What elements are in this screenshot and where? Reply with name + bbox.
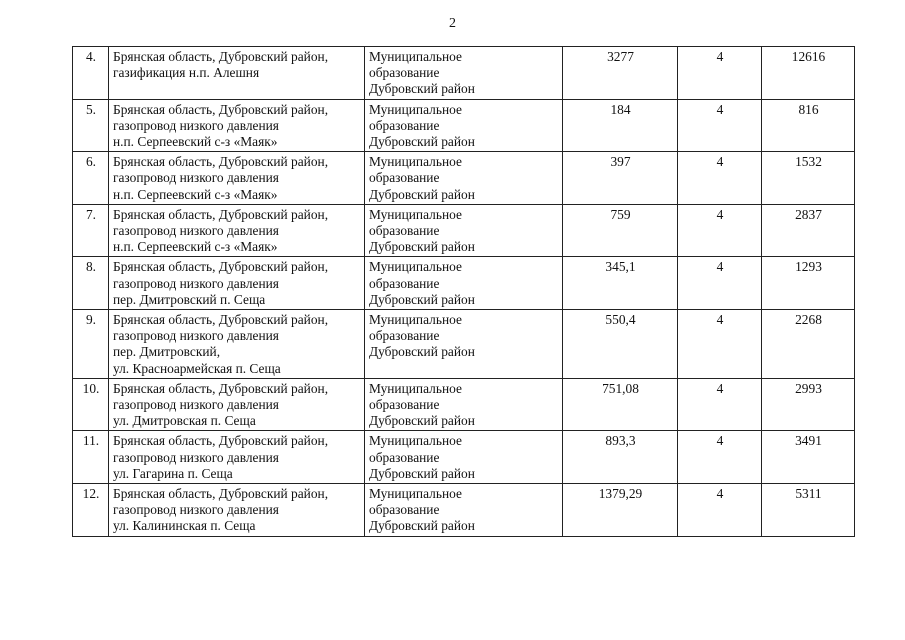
object-address: Брянская область, Дубровский район, газопровод низкого давления ул. Гагарина п. Сеща	[109, 431, 365, 484]
owner: Муниципальное образование Дубровский район	[365, 204, 563, 257]
table-row	[73, 431, 855, 484]
category-value: 4	[678, 257, 762, 310]
row-number: 10.	[73, 378, 109, 431]
row-number: 7.	[73, 204, 109, 257]
row-number: 5.	[73, 99, 109, 152]
table-row	[73, 310, 855, 379]
object-address: Брянская область, Дубровский район, газопровод низкого давления н.п. Серпеевский с-з «Маяк»	[109, 204, 365, 257]
owner: Муниципальное образование Дубровский район	[365, 99, 563, 152]
registry-table	[72, 46, 855, 537]
table-row	[73, 204, 855, 257]
length-value: 893,3	[563, 431, 678, 484]
object-address: Брянская область, Дубровский район, газопровод низкого давления пер. Дмитровский, ул. Красноармейская п. Сеща	[109, 310, 365, 379]
object-address: Брянская область, Дубровский район, газопровод низкого давления ул. Калининская п. Сеща	[109, 484, 365, 537]
row-number: 9.	[73, 310, 109, 379]
length-value: 550,4	[563, 310, 678, 379]
row-number: 12.	[73, 484, 109, 537]
object-address: Брянская область, Дубровский район, газопровод низкого давления пер. Дмитровский п. Сеща	[109, 257, 365, 310]
category-value: 4	[678, 152, 762, 205]
category-value: 4	[678, 204, 762, 257]
table-row	[73, 378, 855, 431]
row-number: 8.	[73, 257, 109, 310]
amount-value: 12616	[762, 47, 855, 100]
owner: Муниципальное образование Дубровский район	[365, 378, 563, 431]
category-value: 4	[678, 378, 762, 431]
object-address: Брянская область, Дубровский район, газопровод низкого давления н.п. Серпеевский с-з «Маяк»	[109, 99, 365, 152]
table-row	[73, 152, 855, 205]
table-row	[73, 484, 855, 537]
amount-value: 816	[762, 99, 855, 152]
row-number: 6.	[73, 152, 109, 205]
category-value: 4	[678, 484, 762, 537]
amount-value: 1532	[762, 152, 855, 205]
amount-value: 5311	[762, 484, 855, 537]
amount-value: 2837	[762, 204, 855, 257]
object-address: Брянская область, Дубровский район, газопровод низкого давления н.п. Серпеевский с-з «Маяк»	[109, 152, 365, 205]
length-value: 759	[563, 204, 678, 257]
length-value: 3277	[563, 47, 678, 100]
row-number: 4.	[73, 47, 109, 100]
object-address: Брянская область, Дубровский район, газопровод низкого давления ул. Дмитровская п. Сеща	[109, 378, 365, 431]
row-number: 11.	[73, 431, 109, 484]
length-value: 1379,29	[563, 484, 678, 537]
category-value: 4	[678, 310, 762, 379]
length-value: 345,1	[563, 257, 678, 310]
owner: Муниципальное образование Дубровский район	[365, 152, 563, 205]
amount-value: 2268	[762, 310, 855, 379]
table-row	[73, 99, 855, 152]
length-value: 397	[563, 152, 678, 205]
table-row	[73, 257, 855, 310]
owner: Муниципальное образование Дубровский район	[365, 257, 563, 310]
amount-value: 1293	[762, 257, 855, 310]
table-row	[73, 47, 855, 100]
amount-value: 2993	[762, 378, 855, 431]
category-value: 4	[678, 99, 762, 152]
length-value: 751,08	[563, 378, 678, 431]
category-value: 4	[678, 431, 762, 484]
owner: Муниципальное образование Дубровский район	[365, 431, 563, 484]
object-address: Брянская область, Дубровский район, газификация н.п. Алешня	[109, 47, 365, 100]
category-value: 4	[678, 47, 762, 100]
page-number: 2	[449, 16, 456, 31]
length-value: 184	[563, 99, 678, 152]
amount-value: 3491	[762, 431, 855, 484]
owner: Муниципальное образование Дубровский район	[365, 47, 563, 100]
owner: Муниципальное образование Дубровский район	[365, 310, 563, 379]
owner: Муниципальное образование Дубровский район	[365, 484, 563, 537]
